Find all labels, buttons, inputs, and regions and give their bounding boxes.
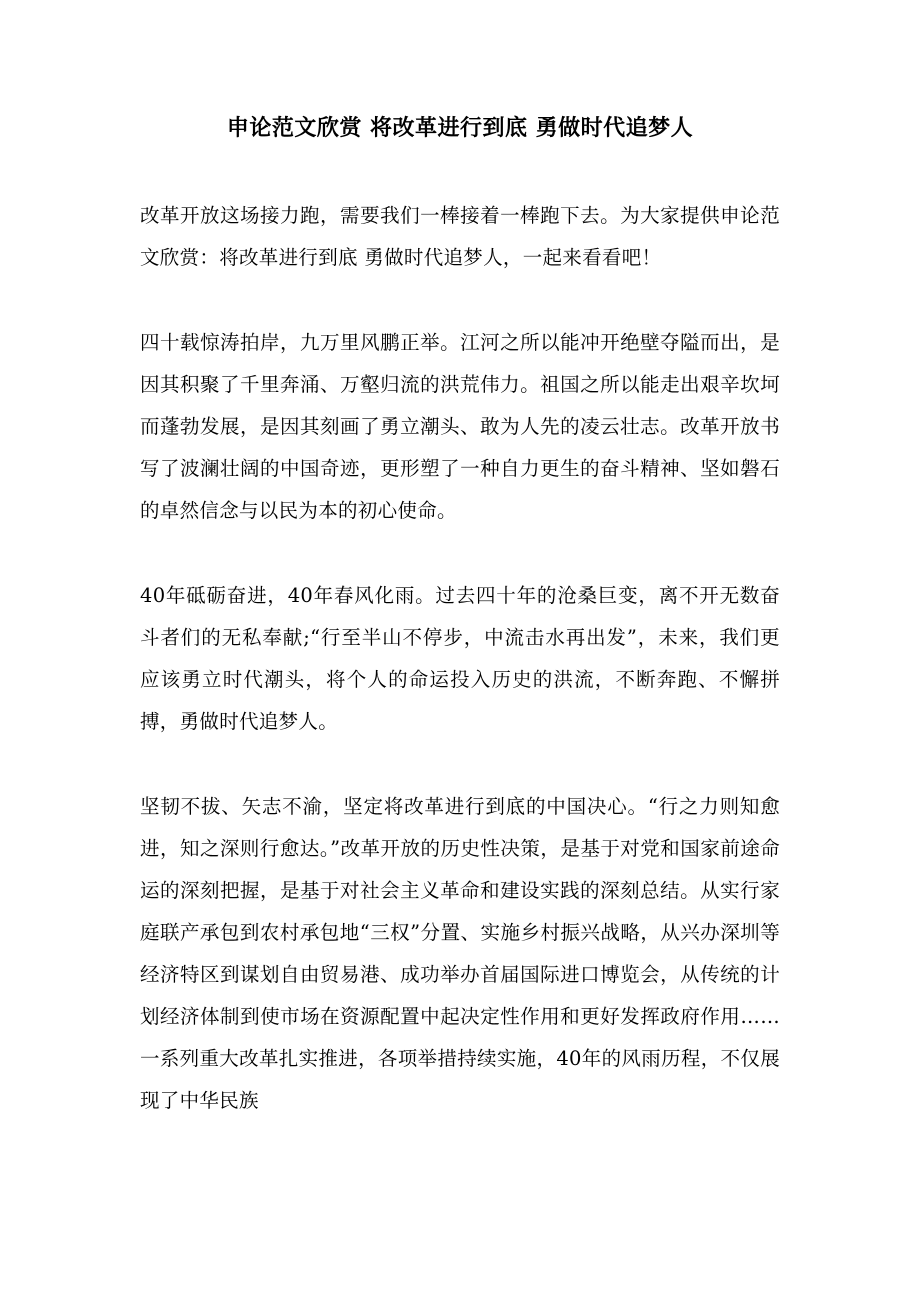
document-title: 申论范文欣赏 将改革进行到底 勇做时代追梦人	[226, 115, 694, 141]
paragraph-intro: 改革开放这场接力跑，需要我们一棒接着一棒跑下去。为大家提供申论范文欣赏：将改革进行到底 勇做时代追梦人，一起来看看吧！	[140, 204, 780, 269]
document-body	[140, 195, 780, 1122]
paragraph-2: 40年砥砺奋进，40年春风化雨。过去四十年的沧桑巨变，离不开无数奋斗者们的无私奉献;“行至半山不停步，中流击水再出发”，未来，我们更应该勇立时代潮头，将个人的命运投入历史的洪流，不断奔跑、不懈拼搏，勇做时代追梦人。	[140, 584, 780, 733]
paragraph-3: 坚韧不拔、矢志不渝，坚定将改革进行到底的中国决心。“行之力则知愈进，知之深则行愈达。”改革开放的历史性决策，是基于对党和国家前途命运的深刻把握，是基于对社会主义革命和建设实践的深刻总结。从实行家庭联产承包到农村承包地“三权”分置、实施乡村振兴战略，从兴办深圳等经济特区到谋划自由贸易港、成功举办首届国际进口博览会，从传统的计划经济体制到使市场在资源配置中起决定性作用和更好发挥政府作用……一系列重大改革扎实推进，各项举措持续实施，40年的风雨历程，不仅展现了中华民族	[140, 795, 780, 1112]
paragraph-1: 四十载惊涛拍岸，九万里风鹏正举。江河之所以能冲开绝壁夺隘而出，是因其积聚了千里奔涌、万壑归流的洪荒伟力。祖国之所以能走出艰辛坎坷而蓬勃发展，是因其刻画了勇立潮头、敢为人先的凌云壮志。改革开放书写了波澜壮阔的中国奇迹，更形塑了一种自力更生的奋斗精神、坚如磐石的卓然信念与以民为本的初心使命。	[140, 331, 780, 522]
